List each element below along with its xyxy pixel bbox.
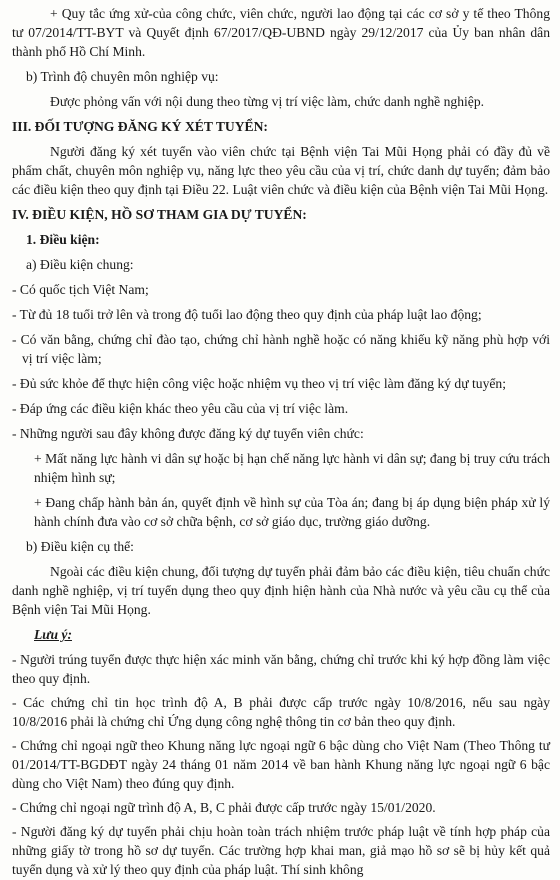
list-item: - Có văn bằng, chứng chỉ đào tạo, chứng chỉ hành nghề hoặc có năng khiếu kỹ năng phù hợp với vị trí việc làm; bbox=[12, 332, 550, 366]
sub-list-item: + Đang chấp hành bản án, quyết định về hình sự của Tòa án; đang bị áp dụng biện pháp xử lý hành chính đưa vào cơ sở chữa bệnh, cơ sở giáo dục, trường giáo dưỡng. bbox=[34, 495, 550, 529]
specific-condition-label: b) Điều kiện cụ thể: bbox=[26, 539, 134, 554]
condition-heading: 1. Điều kiện: bbox=[26, 232, 100, 247]
specific-condition-text: Ngoài các điều kiện chung, đối tượng dự tuyển phải đảm bảo các điều kiện, tiêu chuẩn chức danh nghề nghiệp, vị trí tuyển dụng theo quy định hiện hành của Nhà nước và yêu cầu cụ thể của Bệnh viện Tai Mũi Họng. bbox=[12, 564, 551, 617]
section-b-label: b) Trình độ chuyên môn nghiệp vụ: bbox=[26, 69, 219, 84]
list-item: - Đủ sức khỏe để thực hiện công việc hoặc nhiệm vụ theo vị trí việc làm đăng ký dự tuyển; bbox=[12, 376, 506, 391]
list-item: - Có quốc tịch Việt Nam; bbox=[12, 282, 149, 297]
note-item: - Người đăng ký dự tuyển phải chịu hoàn toàn trách nhiệm trước pháp luật về tính hợp pháp của những giấy tờ trong hồ sơ dự tuyển. Các trường hợp khai man, giả mạo hồ sơ sẽ bị hủy kết quả tuyển dụng và xử lý theo quy định của pháp luật. Thí sinh không bbox=[12, 824, 550, 877]
note-item: - Chứng chỉ ngoại ngữ theo Khung năng lực ngoại ngữ 6 bậc dùng cho Việt Nam (Theo Thông tư 01/2014/TT-BGDĐT ngày 24 tháng 01 năm 2014 về ban hành Khung năng lực ngoại ngữ 6 bậc dùng cho Việt Nam) theo đúng quy định. bbox=[12, 738, 550, 791]
list-item: - Những người sau đây không được đăng ký dự tuyển viên chức: bbox=[12, 426, 364, 441]
note-item: - Người trúng tuyển được thực hiện xác minh văn bằng, chứng chỉ trước khi ký hợp đồng làm việc theo quy định. bbox=[12, 652, 550, 686]
rule-paragraph: + Quy tắc ứng xử-của công chức, viên chức, người lao động tại các cơ sở y tế theo Thông tư 07/2014/TT-BYT và Quyết định 67/2017/QĐ-UBND ngày 29/12/2017 của Ủy ban nhân dân thành phố Hồ Chí Minh. bbox=[12, 6, 550, 59]
section-3-text: Người đăng ký xét tuyển vào viên chức tại Bệnh viện Tai Mũi Họng phải có đầy đủ về phẩm chất, chuyên môn nghiệp vụ, năng lực theo yêu cầu của vị trí, chức danh dự tuyển; đảm bảo các điều kiện theo quy định tại Điều 22. Luật viên chức và điều kiện của Bệnh viện Tai Mũi Họng. bbox=[12, 144, 550, 197]
note-item: - Các chứng chỉ tin học trình độ A, B phải được cấp trước ngày 10/8/2016, nếu sau ngày 10/8/2016 phải là chứng chỉ Ứng dụng công nghệ thông tin cơ bản theo quy định. bbox=[12, 695, 550, 729]
general-condition-label: a) Điều kiện chung: bbox=[26, 257, 134, 272]
note-title: Lưu ý: bbox=[34, 627, 72, 642]
section-4-heading: IV. ĐIỀU KIỆN, HỒ SƠ THAM GIA DỰ TUYỂN: bbox=[12, 207, 307, 222]
section-b-text: Được phỏng vấn với nội dung theo từng vị trí việc làm, chức danh nghề nghiệp. bbox=[50, 94, 485, 109]
note-item: - Chứng chỉ ngoại ngữ trình độ A, B, C phải được cấp trước ngày 15/01/2020. bbox=[12, 800, 436, 815]
list-item: - Đáp ứng các điều kiện khác theo yêu cầu của vị trí việc làm. bbox=[12, 401, 349, 416]
list-item: - Từ đủ 18 tuổi trở lên và trong độ tuổi lao động theo quy định của pháp luật lao động; bbox=[12, 307, 482, 322]
sub-list-item: + Mất năng lực hành vi dân sự hoặc bị hạn chế năng lực hành vi dân sự; đang bị truy cứu trách nhiệm hình sự; bbox=[34, 451, 550, 485]
section-3-heading: III. ĐỐI TƯỢNG ĐĂNG KÝ XÉT TUYỂN: bbox=[12, 119, 268, 134]
